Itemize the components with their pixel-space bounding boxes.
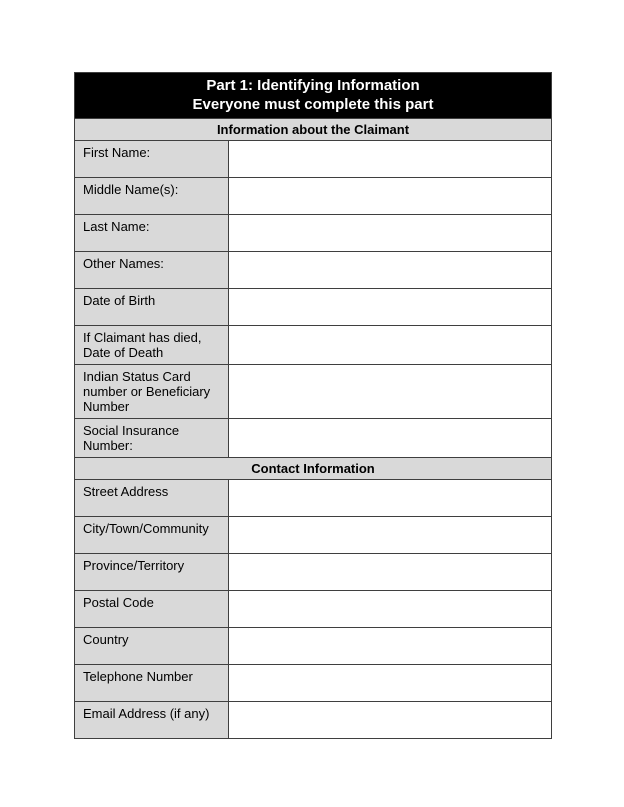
field-label: If Claimant has died, Date of Death [75, 326, 229, 364]
section-header: Information about the Claimant [75, 118, 551, 140]
field-value-input[interactable] [229, 365, 551, 418]
field-value-input[interactable] [229, 419, 551, 457]
field-label: City/Town/Community [75, 517, 229, 553]
field-label: Telephone Number [75, 665, 229, 701]
field-value-input[interactable] [229, 215, 551, 251]
field-value-input[interactable] [229, 517, 551, 553]
field-value-input[interactable] [229, 554, 551, 590]
form-row [75, 140, 551, 177]
form-row [75, 516, 551, 553]
form-body [75, 118, 551, 738]
field-value-input[interactable] [229, 591, 551, 627]
section-header: Contact Information [75, 457, 551, 479]
identifying-information-form [74, 72, 552, 739]
form-row [75, 418, 551, 457]
field-value-input[interactable] [229, 289, 551, 325]
field-label: Province/Territory [75, 554, 229, 590]
field-label: First Name: [75, 141, 229, 177]
field-label: Postal Code [75, 591, 229, 627]
form-row [75, 325, 551, 364]
field-label: Email Address (if any) [75, 702, 229, 738]
field-value-input[interactable] [229, 178, 551, 214]
field-value-input[interactable] [229, 628, 551, 664]
field-value-input[interactable] [229, 326, 551, 364]
field-label: Other Names: [75, 252, 229, 288]
form-row [75, 590, 551, 627]
field-value-input[interactable] [229, 252, 551, 288]
form-row [75, 701, 551, 738]
field-value-input[interactable] [229, 480, 551, 516]
form-row [75, 251, 551, 288]
form-row [75, 364, 551, 418]
form-row [75, 479, 551, 516]
form-row [75, 627, 551, 664]
field-label: Street Address [75, 480, 229, 516]
form-row [75, 664, 551, 701]
field-value-input[interactable] [229, 665, 551, 701]
form-row [75, 553, 551, 590]
field-label: Last Name: [75, 215, 229, 251]
field-label: Date of Birth [75, 289, 229, 325]
form-title-banner [75, 73, 551, 118]
form-row [75, 214, 551, 251]
field-label: Social Insurance Number: [75, 419, 229, 457]
form-title-line2: Everyone must complete this part [192, 96, 434, 113]
field-label: Country [75, 628, 229, 664]
form-title-line1: Part 1: Identifying Information [206, 77, 420, 94]
form-row [75, 177, 551, 214]
field-value-input[interactable] [229, 702, 551, 738]
field-label: Middle Name(s): [75, 178, 229, 214]
field-value-input[interactable] [229, 141, 551, 177]
field-label: Indian Status Card number or Beneficiary Number [75, 365, 229, 418]
form-row [75, 288, 551, 325]
